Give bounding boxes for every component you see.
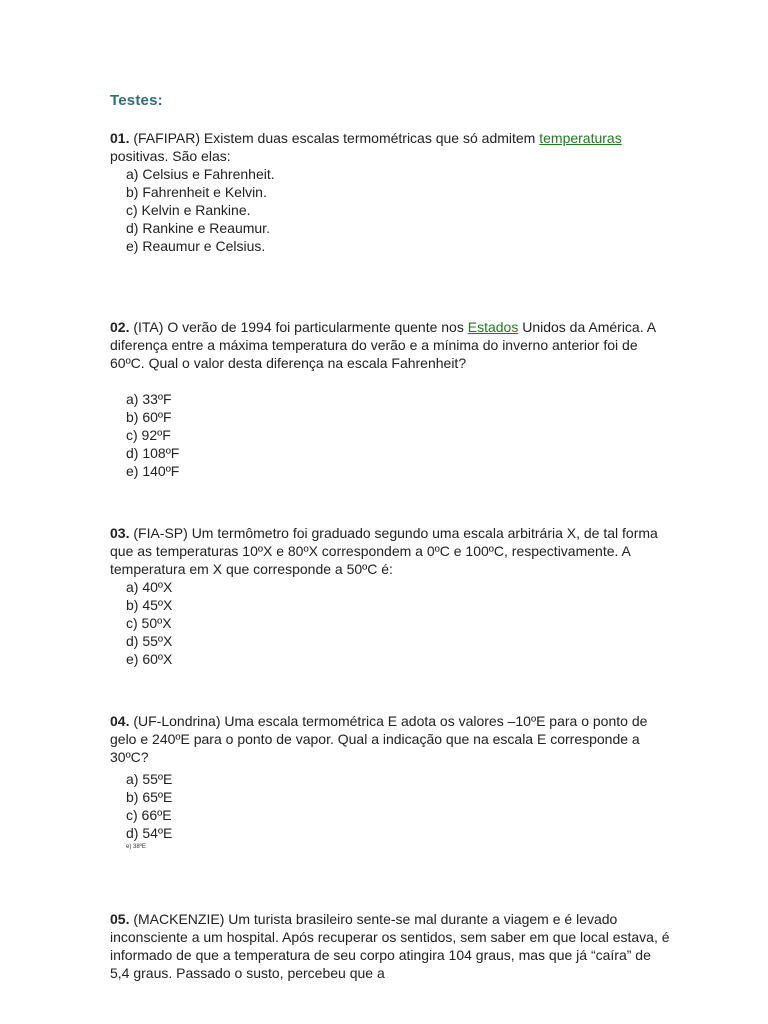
option-c: c) 66ºE [126,807,172,823]
options-list [110,770,670,842]
question-03-text [110,524,670,578]
question-number: 03. [110,525,130,541]
option-a: a) Celsius e Fahrenheit. [126,166,275,182]
option-d: d) 54ºE [126,825,173,841]
question-04-text [110,712,670,766]
option-b: b) Fahrenheit e Kelvin. [126,184,267,200]
question-text: (FAFIPAR) Existem duas escalas termométricas que só admitem [129,130,540,146]
question-text: Unidos da América. A diferença entre a máxima temperatura do verão e a mínima do inverno anterior foi de 60ºC. Qual o valor desta diferença na escala Fahrenheit? [110,319,656,371]
option-d: d) 108ºF [126,445,180,461]
question-04 [110,712,670,852]
link-estados[interactable]: Estados [467,319,519,335]
question-02 [110,318,670,480]
question-02-text [110,318,670,372]
option-a: a) 33ºF [126,391,172,407]
option-b: b) 60ºF [126,409,172,425]
question-text: (ITA) O verão de 1994 foi particularmente quente nos [129,319,468,335]
question-number: 05. [110,911,130,927]
option-a: a) 55ºE [126,771,173,787]
option-e: e) 140ºF [126,463,180,479]
options-list [110,390,670,480]
link-temperaturas[interactable]: temperaturas [539,130,622,146]
option-d: d) Rankine e Reaumur. [126,220,270,236]
section-heading: Testes: [110,92,163,109]
question-text: (UF-Londrina) Uma escala termométrica E adota os valores –10ºE para o ponto de gelo e 240ºE para o ponto de vapor. Qual a indicação que na escala E corresponde a 30ºC? [110,713,648,765]
option-c: c) 92ºF [126,427,171,443]
question-number: 04. [110,713,130,729]
option-e-tiny: e) 38ºE [126,844,146,850]
question-number: 02. [110,319,130,335]
option-d: d) 55ºX [126,633,173,649]
option-c: c) 50ºX [126,615,172,631]
option-a: a) 40ºX [126,579,173,595]
question-text: positivas. São elas: [110,148,231,164]
option-e: e) Reaumur e Celsius. [126,238,266,254]
question-text: (FIA-SP) Um termômetro foi graduado segundo uma escala arbitrária X, de tal forma que as temperaturas 10ºX e 80ºX correspondem a 0ºC e 100ºC, respectivamente. A temperatura em X que corresponde a 50ºC é: [110,525,658,577]
options-list [110,165,670,255]
question-number: 01. [110,130,130,146]
question-05 [110,910,670,982]
question-01-text [110,129,670,165]
option-c: c) Kelvin e Rankine. [126,202,251,218]
question-05-text [110,910,670,982]
question-01 [110,129,670,255]
question-03 [110,524,670,668]
question-text: (MACKENZIE) Um turista brasileiro sente-se mal durante a viagem e é levado inconsciente a um hospital. Após recuperar os sentidos, sem saber em que local estava, é informado de que a temperatura de seu corpo atingira 104 graus, mas que já “caíra” de 5,4 graus. Passado o susto, percebeu que a [110,911,670,981]
option-b: b) 65ºE [126,789,173,805]
option-e: e) 60ºX [126,651,173,667]
option-b: b) 45ºX [126,597,173,613]
options-list [110,578,670,668]
